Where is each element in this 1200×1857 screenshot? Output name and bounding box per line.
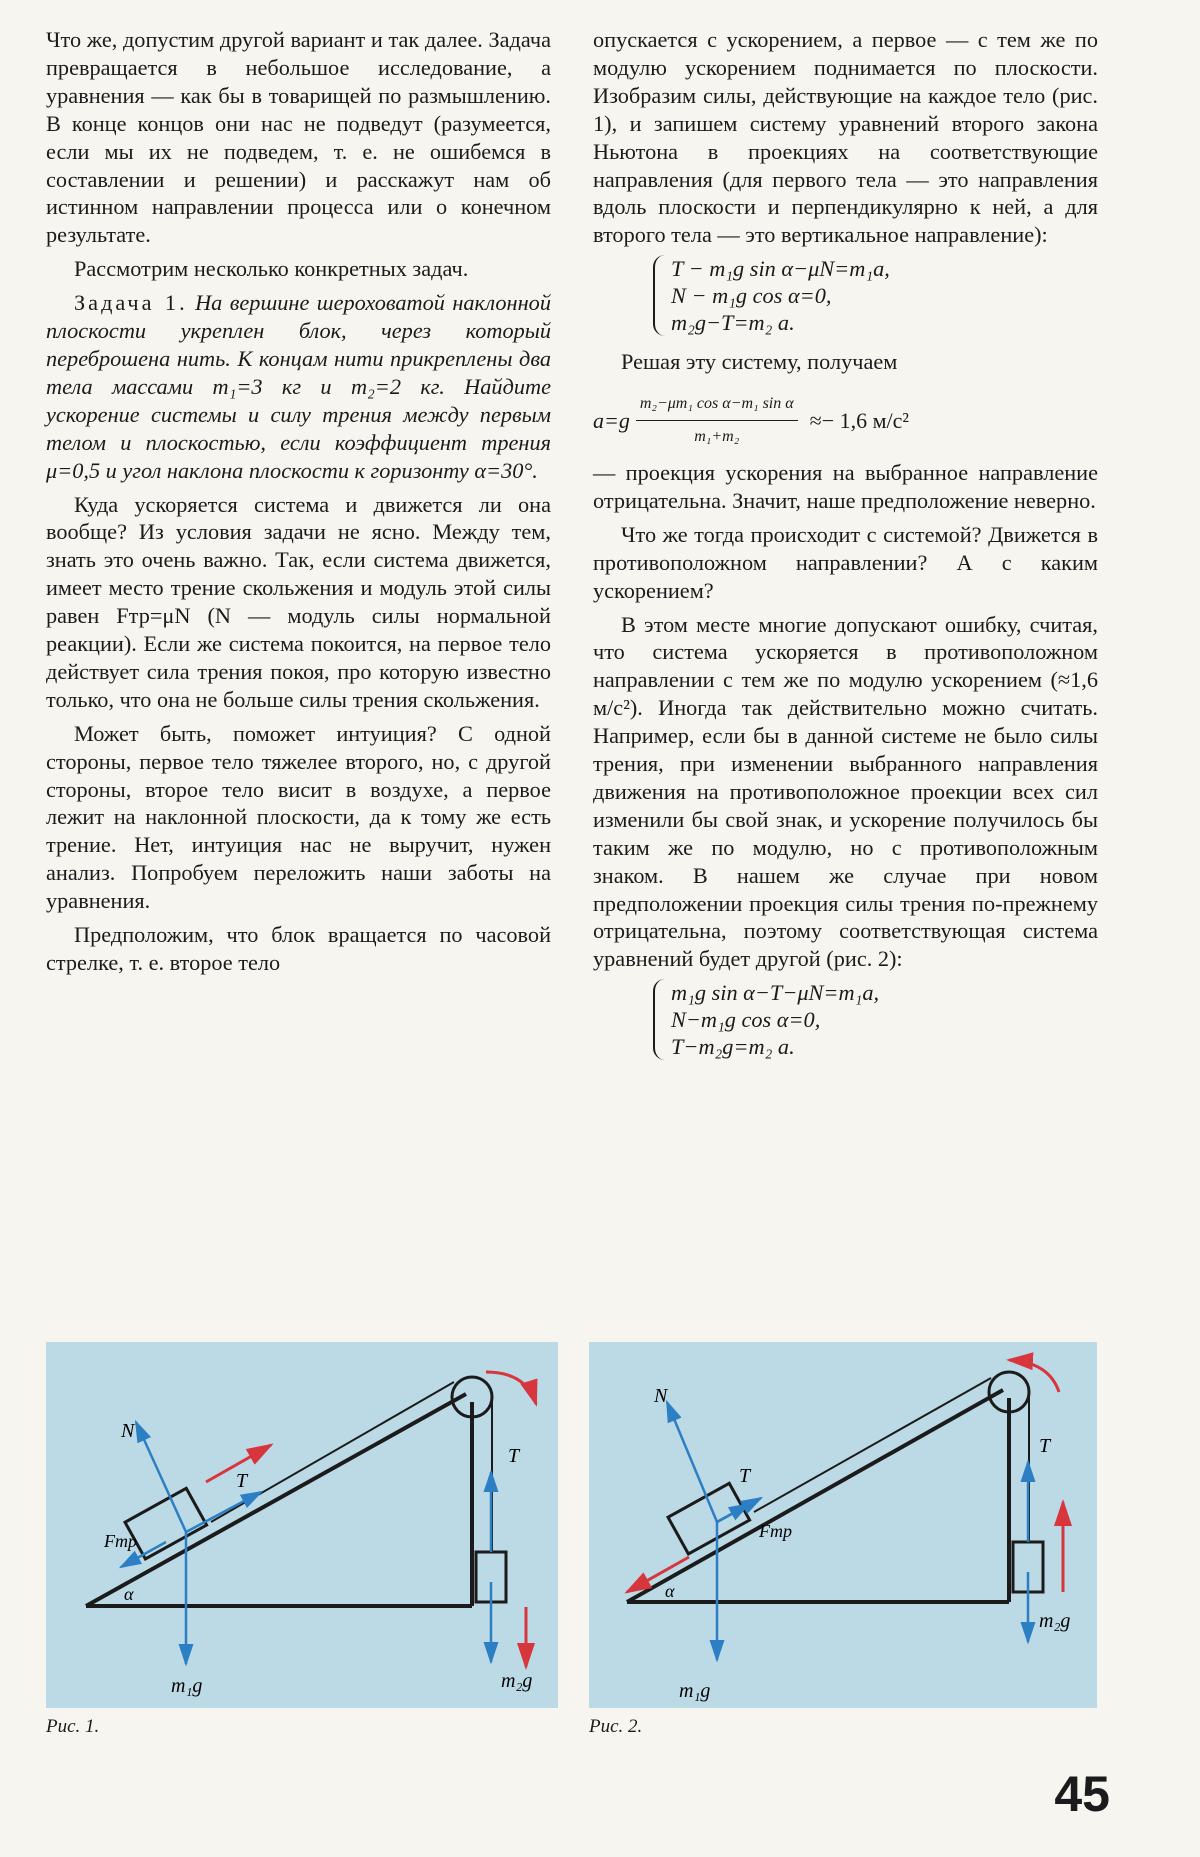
- paragraph: Решая эту систему, получаем: [621, 349, 898, 375]
- equation: m₂g−T=m₂ a.: [671, 310, 795, 336]
- rotation-arrow: [1009, 1360, 1059, 1392]
- paragraph: Рассмотрим несколько конкретных задач.: [74, 256, 469, 282]
- label-T2: T: [1039, 1435, 1051, 1457]
- left-column: [46, 26, 551, 983]
- task-1: [46, 289, 551, 484]
- equation: T − m₁g sin α−μN=m₁a,: [671, 256, 890, 282]
- incline: [86, 1394, 472, 1606]
- paragraph: В этом месте многие допускают ошибку, считая, что система ускоряется в противоположном направлении с тем же по модулю ускорением (≈1,6 м/с²). Иногда так действительно можно считать. Например, если бы в данной системе не было силы трения, при изменении выбранного направления движения на противоположное проекции всех сил изменили бы свой знак, и ускорение получилось бы таким же по модулю, но с противоположным знаком. В нашем же случае при новом предположении проекция силы трения по-прежнему отрицательна, поэтому соответствующая система уравнений будет другой (рис. 2):: [593, 611, 1098, 972]
- incline: [627, 1390, 1009, 1602]
- label-N: N: [654, 1385, 668, 1407]
- formula-lhs: a=g: [593, 407, 630, 433]
- tension-arrow-1: [186, 1492, 261, 1532]
- label-m1g: m₁g: [171, 1675, 203, 1697]
- acceleration-formula: [593, 390, 1098, 451]
- block-1: [125, 1488, 207, 1559]
- formula-rhs: ≈− 1,6 м/с²: [809, 407, 910, 433]
- figure-2-diagram: [589, 1342, 1097, 1708]
- figure-2: [589, 1342, 1097, 1708]
- brace: [653, 979, 665, 1060]
- task-label: Задача 1.: [74, 290, 188, 316]
- paragraph: Предположим, что блок вращается по часовой стрелке, т. е. второе тело: [46, 922, 551, 975]
- paragraph: Может быть, поможет интуиция? С одной стороны, первое тело тяжелее второго, но, с другой стороны, второе тело висит в воздухе, а первое лежит на наклонной плоскости, да к тому же есть трение. Нет, интуиция нас не выручит, нужен анализ. Попробуем переложить наши заботы на уравнения.: [46, 720, 551, 914]
- denominator: m₁+m₂: [694, 428, 740, 446]
- task-text: На вершине шероховатой наклонной плоскости укреплен блок, через который переброшена нить. К концам нити прикреплены два тела массами m₁=3 кг и m₂=2 кг. Найдите ускорение системы и силу трения между первым телом и плоскостью, если коэффициент трения μ=0,5 и угол наклона плоскости к горизонту α=30°.: [46, 290, 551, 483]
- label-m2g: m₂g: [1039, 1610, 1071, 1632]
- equation: T−m₂g=m₂ a.: [671, 1034, 795, 1060]
- label-T: T: [236, 1470, 248, 1492]
- paragraph: Что же, допустим другой вариант и так далее. Задача превращается в небольшое исследование, а уравнения — как бы в товарищей по размышлению. В конце концов они нас не подведут (разумеется, если мы их не подведем, т. е. не ошибемся в составлении и решении) и расскажут нам об истинном направлении процесса или о конечном результате.: [46, 27, 551, 248]
- paragraph: Куда ускоряется система и движется ли она вообще? Из условия задачи не ясно. Между тем, знать это очень важно. Так, если система движется, имеет место трение скольжения и модуль этой силы равен Fтр=μN (N — модуль силы нормальной реакции). Если же система покоится, на первое тело действует сила трения покоя, про которую известно только, что она не больше силы трения скольжения.: [46, 491, 551, 712]
- label-alpha: α: [124, 1584, 134, 1604]
- label-m2g: m₂g: [501, 1670, 533, 1692]
- equation-system-2: [653, 979, 1098, 1060]
- label-alpha: α: [665, 1581, 675, 1601]
- figure-1-diagram: [46, 1342, 558, 1708]
- label-T2: T: [508, 1445, 520, 1467]
- brace: [653, 255, 665, 336]
- label-Ftr: Fтр: [104, 1531, 137, 1551]
- caption-figure-1: Рис. 1.: [46, 1716, 100, 1737]
- label-m1g: m₁g: [679, 1680, 711, 1702]
- equation: m₁g sin α−T−μN=m₁a,: [671, 980, 880, 1006]
- rotation-arrow: [486, 1372, 536, 1404]
- string: [754, 1378, 991, 1512]
- numerator: m₂−μm₁ cos α−m₁ sin α: [636, 390, 798, 421]
- label-Ftr: Fтр: [759, 1521, 792, 1541]
- string: [211, 1382, 454, 1522]
- label-N: N: [121, 1420, 135, 1442]
- block-1: [668, 1483, 750, 1554]
- equation-system-1: [653, 255, 1098, 336]
- right-column: [593, 26, 1098, 1072]
- fraction: [636, 390, 798, 451]
- label-T: T: [739, 1465, 751, 1487]
- paragraph: опускается с ускорением, а первое — с тем же по модулю ускорением поднимается по плоскости. Изобразим силы, действующие на каждое тело (рис. 1), и запишем систему уравнений второго закона Ньютона в проекциях на соответствующие направления (для первого тела — это направления вдоль плоскости и перпендикулярно к ней, а для второго тела — это вертикальное направление):: [593, 27, 1098, 248]
- equation: N − m₁g cos α=0,: [671, 283, 832, 309]
- paragraph: Что же тогда происходит с системой? Движется в противоположном направлении? А с каким ускорением?: [593, 521, 1098, 603]
- normal-force-arrow: [136, 1422, 186, 1532]
- page-number: 45: [1054, 1766, 1110, 1822]
- figure-1: [46, 1342, 558, 1708]
- equation: N−m₁g cos α=0,: [671, 1007, 821, 1033]
- caption-figure-2: Рис. 2.: [589, 1716, 643, 1737]
- paragraph: — проекция ускорения на выбранное направление отрицательна. Значит, наше предположение неверно.: [593, 459, 1098, 513]
